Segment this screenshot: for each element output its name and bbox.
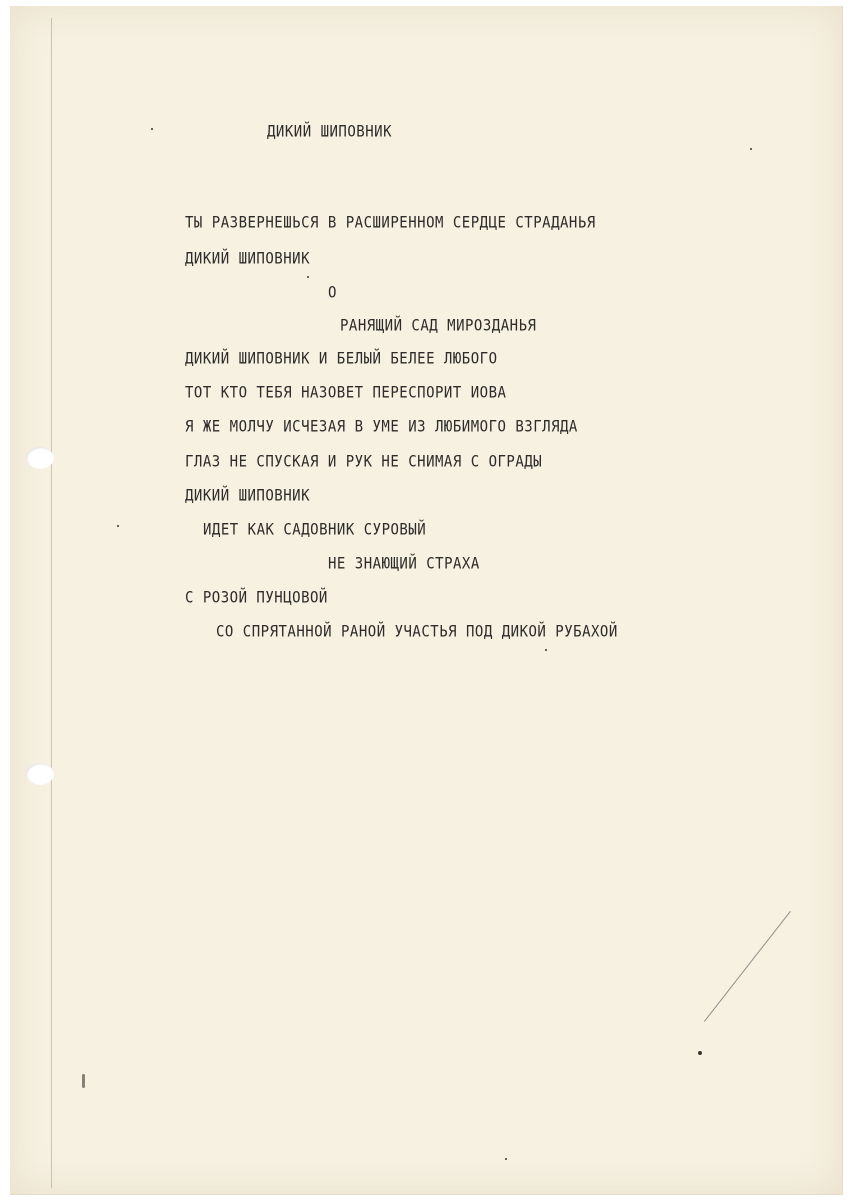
poem-line-4: РАНЯЩИЙ САД МИРОЗДАНЬЯ xyxy=(340,317,537,335)
pencil-scratch xyxy=(704,911,791,1022)
poem-line-8: ГЛАЗ НЕ СПУСКАЯ И РУК НЕ СНИМАЯ С ОГРАДЫ xyxy=(185,453,543,471)
poem-line-3: О xyxy=(328,284,337,302)
ink-speck xyxy=(117,525,119,527)
ink-speck xyxy=(545,649,547,651)
ink-speck xyxy=(505,1158,507,1160)
poem-line-13: СО СПРЯТАННОЙ РАНОЙ УЧАСТЬЯ ПОД ДИКОЙ РУБАХОЙ xyxy=(216,623,618,641)
poem-line-9: ДИКИЙ ШИПОВНИК xyxy=(185,487,311,505)
poem-line-2: ДИКИЙ ШИПОВНИК xyxy=(185,250,311,268)
poem-title: ДИКИЙ ШИПОВНИК xyxy=(267,123,393,141)
ink-speck xyxy=(151,128,153,130)
poem-line-5: ДИКИЙ ШИПОВНИК И БЕЛЫЙ БЕЛЕЕ ЛЮБОГО xyxy=(185,350,498,368)
ink-speck xyxy=(307,276,309,278)
ink-speck xyxy=(750,148,752,150)
poem-line-11: НЕ ЗНАЮЩИЙ СТРАХА xyxy=(328,555,480,573)
poem-line-7: Я ЖЕ МОЛЧУ ИСЧЕЗАЯ В УМЕ ИЗ ЛЮБИМОГО ВЗГЛЯДА xyxy=(185,418,578,436)
punch-hole xyxy=(26,763,54,785)
poem-line-1: ТЫ РАЗВЕРНЕШЬСЯ В РАСШИРЕННОМ СЕРДЦЕ СТРАДАНЬЯ xyxy=(185,214,596,232)
punch-hole xyxy=(26,447,54,469)
ink-smudge xyxy=(82,1074,85,1088)
margin-fold-line xyxy=(51,18,52,1188)
typewritten-page xyxy=(10,6,843,1195)
poem-line-6: ТОТ КТО ТЕБЯ НАЗОВЕТ ПЕРЕСПОРИТ ИОВА xyxy=(185,384,507,402)
ink-speck xyxy=(698,1051,702,1055)
poem-line-12: С РОЗОЙ ПУНЦОВОЙ xyxy=(185,589,328,607)
poem-line-10: ИДЕТ КАК САДОВНИК СУРОВЫЙ xyxy=(203,521,427,539)
